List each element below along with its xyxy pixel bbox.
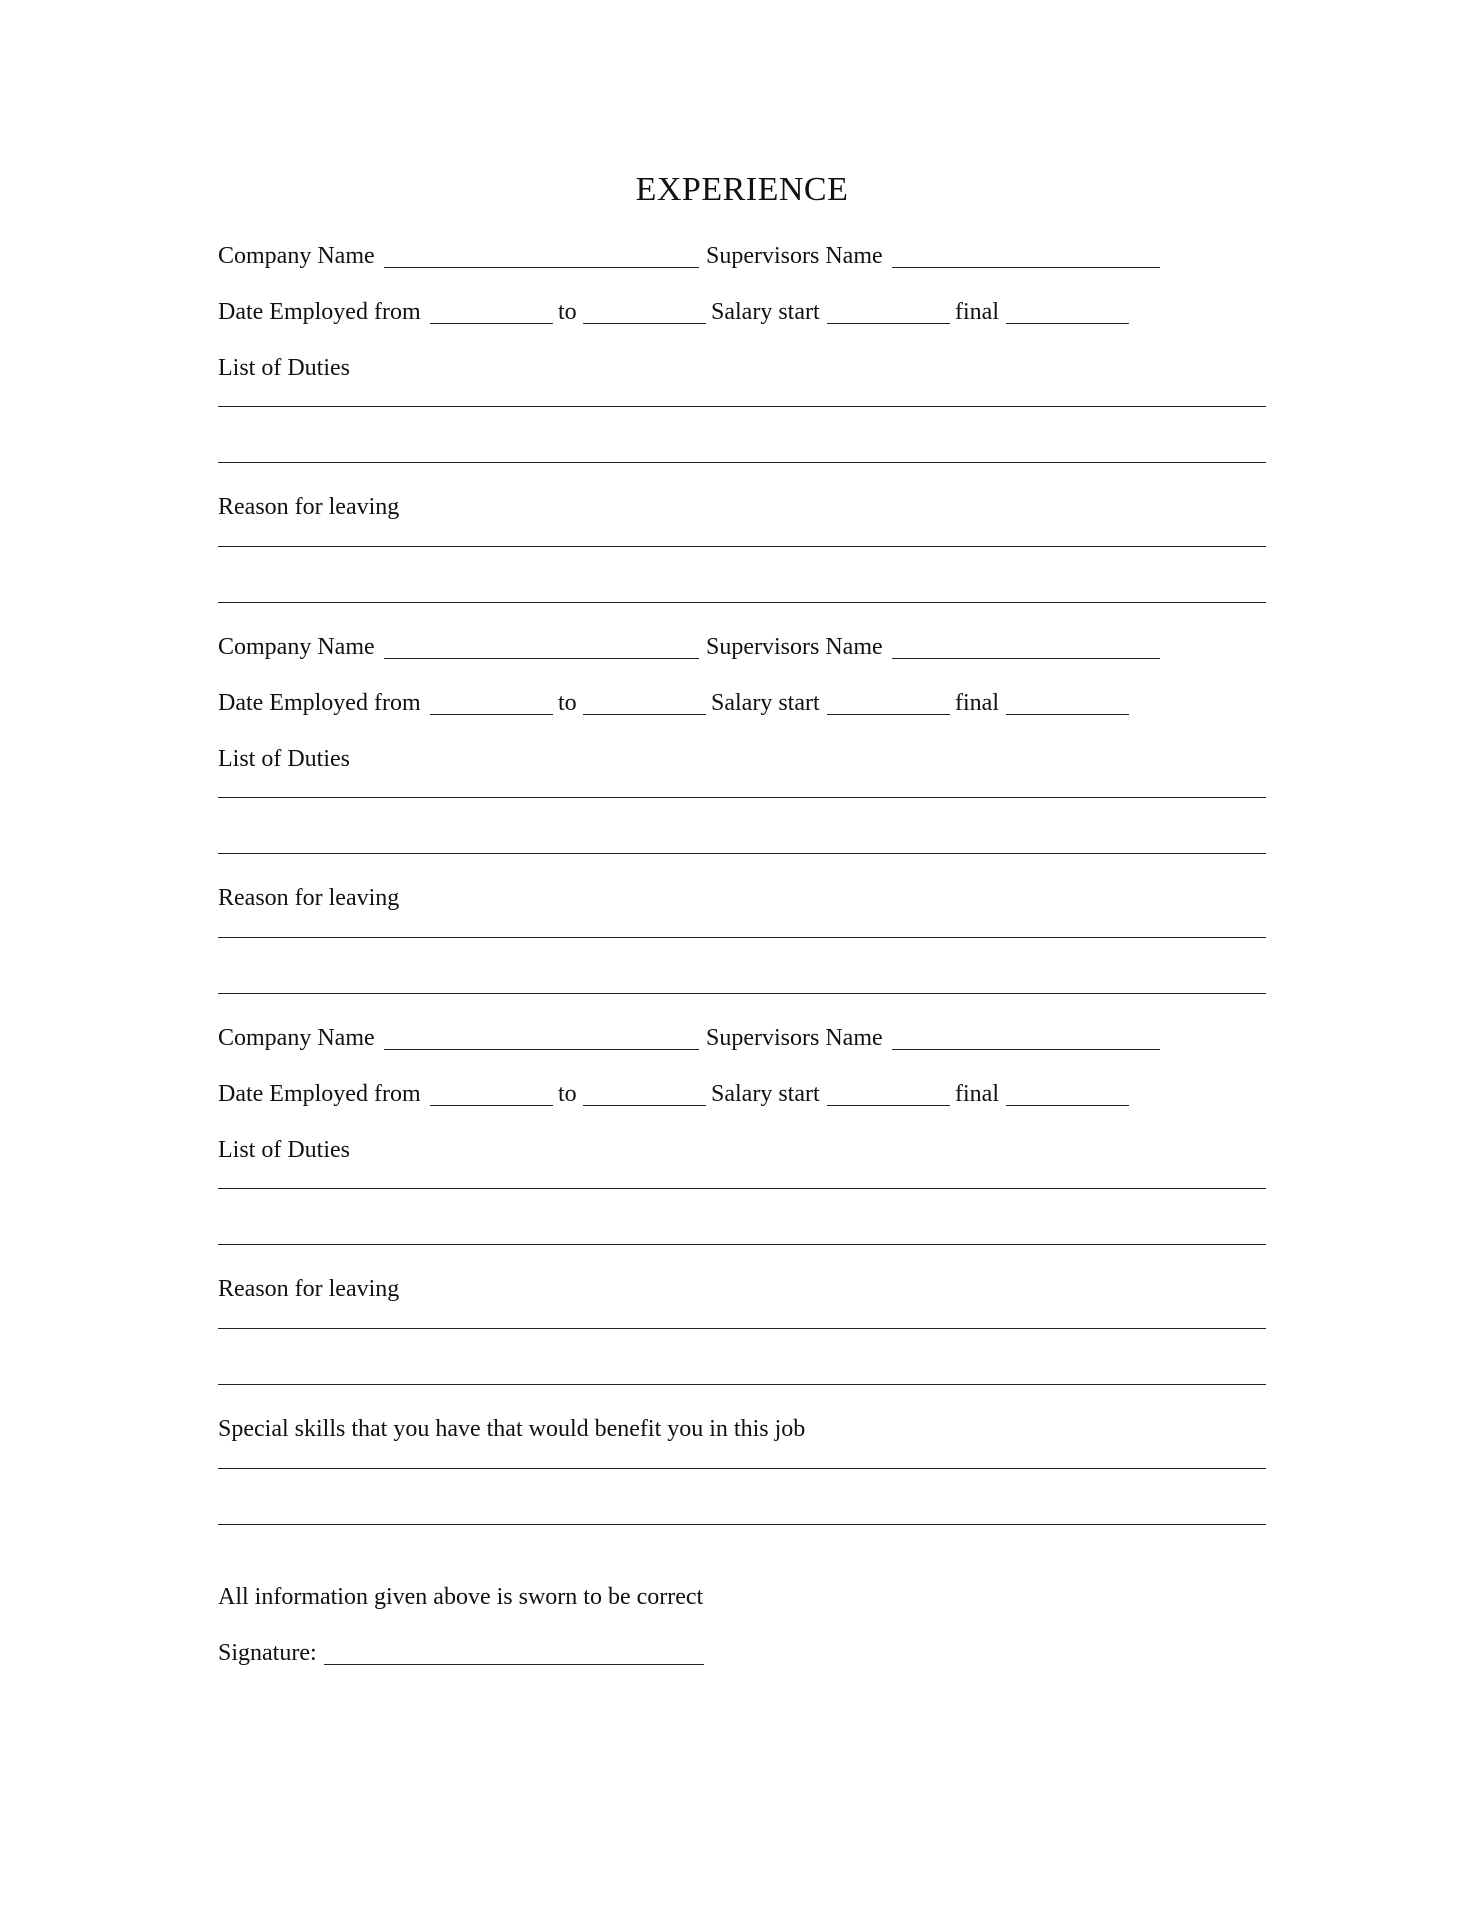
salary-final-label: final: [955, 1081, 999, 1107]
attestation-text: All information given above is sworn to be correct: [218, 1584, 704, 1610]
company-name-field[interactable]: [384, 267, 699, 268]
reason-line-2[interactable]: [218, 993, 1266, 994]
reason-line-1[interactable]: [218, 1328, 1266, 1329]
supervisors-name-label: Supervisors Name: [706, 634, 883, 660]
skills-line-2[interactable]: [218, 1524, 1266, 1525]
salary-final-label: final: [955, 299, 999, 325]
salary-final-field[interactable]: [1006, 714, 1129, 715]
date-employed-from-field[interactable]: [430, 714, 553, 715]
duties-line-1[interactable]: [218, 797, 1266, 798]
supervisors-name-field[interactable]: [892, 1049, 1160, 1050]
duties-line-2[interactable]: [218, 1244, 1266, 1245]
date-to-field[interactable]: [583, 1105, 706, 1106]
form-title: EXPERIENCE: [635, 171, 849, 208]
supervisors-name-label: Supervisors Name: [706, 243, 883, 269]
reason-line-2[interactable]: [218, 602, 1266, 603]
date-employed-from-field[interactable]: [430, 1105, 553, 1106]
list-of-duties-label: List of Duties: [218, 746, 350, 772]
reason-line-1[interactable]: [218, 937, 1266, 938]
list-of-duties-label: List of Duties: [218, 1137, 350, 1163]
duties-line-2[interactable]: [218, 462, 1266, 463]
reason-line-1[interactable]: [218, 546, 1266, 547]
company-name-field[interactable]: [384, 658, 699, 659]
duties-line-2[interactable]: [218, 853, 1266, 854]
special-skills-label: Special skills that you have that would benefit you in this job: [218, 1416, 806, 1442]
date-to-label: to: [558, 690, 577, 716]
reason-line-2[interactable]: [218, 1384, 1266, 1385]
salary-start-field[interactable]: [827, 714, 950, 715]
supervisors-name-label: Supervisors Name: [706, 1025, 883, 1051]
supervisors-name-field[interactable]: [892, 658, 1160, 659]
supervisors-name-field[interactable]: [892, 267, 1160, 268]
signature-field[interactable]: [324, 1664, 704, 1665]
salary-final-field[interactable]: [1006, 323, 1129, 324]
date-to-label: to: [558, 1081, 577, 1107]
skills-line-1[interactable]: [218, 1468, 1266, 1469]
date-employed-from-label: Date Employed from: [218, 690, 421, 716]
salary-final-field[interactable]: [1006, 1105, 1129, 1106]
salary-start-field[interactable]: [827, 1105, 950, 1106]
salary-start-field[interactable]: [827, 323, 950, 324]
reason-for-leaving-label: Reason for leaving: [218, 885, 400, 911]
company-name-label: Company Name: [218, 634, 375, 660]
reason-for-leaving-label: Reason for leaving: [218, 494, 400, 520]
duties-line-1[interactable]: [218, 406, 1266, 407]
signature-label: Signature:: [218, 1640, 317, 1666]
reason-for-leaving-label: Reason for leaving: [218, 1276, 400, 1302]
date-employed-from-label: Date Employed from: [218, 1081, 421, 1107]
date-to-label: to: [558, 299, 577, 325]
company-name-field[interactable]: [384, 1049, 699, 1050]
date-employed-from-label: Date Employed from: [218, 299, 421, 325]
company-name-label: Company Name: [218, 243, 375, 269]
date-employed-from-field[interactable]: [430, 323, 553, 324]
date-to-field[interactable]: [583, 714, 706, 715]
list-of-duties-label: List of Duties: [218, 355, 350, 381]
company-name-label: Company Name: [218, 1025, 375, 1051]
salary-final-label: final: [955, 690, 999, 716]
salary-start-label: Salary start: [711, 1081, 820, 1107]
salary-start-label: Salary start: [711, 299, 820, 325]
duties-line-1[interactable]: [218, 1188, 1266, 1189]
date-to-field[interactable]: [583, 323, 706, 324]
salary-start-label: Salary start: [711, 690, 820, 716]
